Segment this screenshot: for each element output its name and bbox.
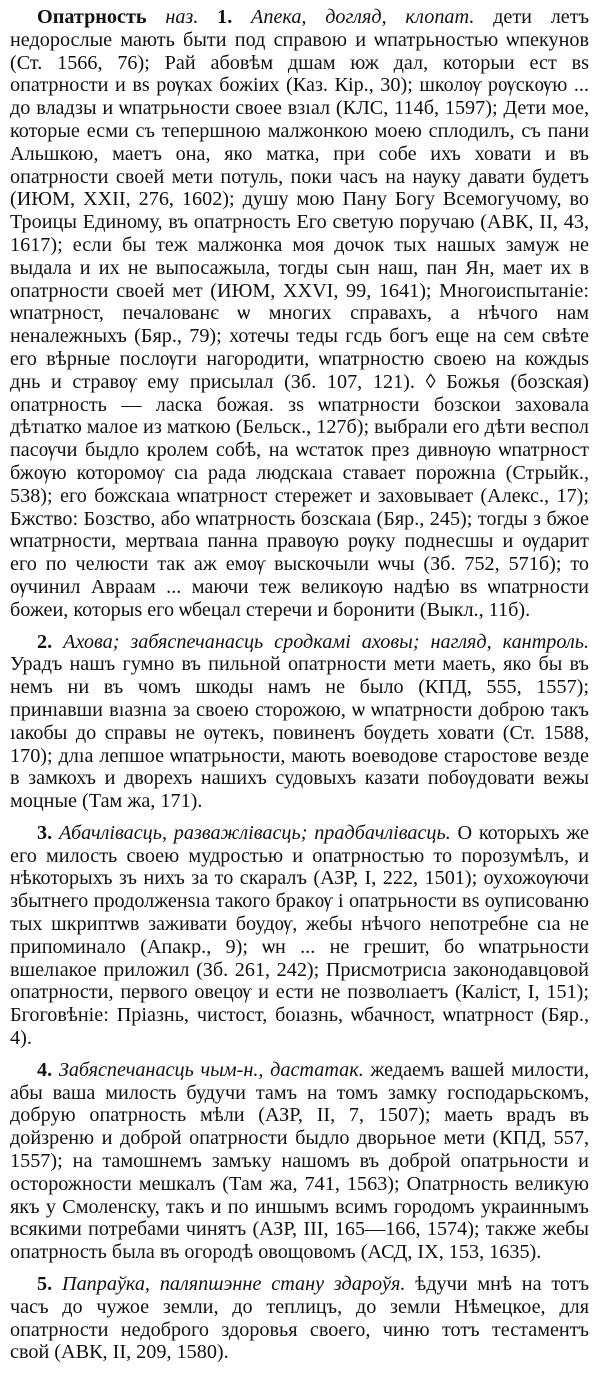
headword: Опатрность — [37, 6, 147, 28]
sense-citations: дети летъ недорослые мають быти под справою и ѡпатрьностью ѡпекунов (Ст. 1566, 76); Рай абовѣм дшам юж дал, которыи ест вs опатрности и вs рѹках божіих (Каз. Кір., 30); школѹ рѹскѹю ... до владзы и ѡпатрьности своее взıал (КЛС, 114б, 1597); Дети мое, которые есми съ тепершною малжонкою моею сплодилъ, съ пани Альшкою, маетъ она, яко матка, при собе ихъ ховати и въ опатрности своей мети потуль, поки часъ на науку давати будетъ (ИЮМ, XXII, 276, 1602); душу мою Пану Богу Всемогучому, во Троицы Единому, въ опатрность Его светую поручаю (АВК, II, 43, 1617); если бы теж малжонка моя дочок тых нашых замуж не выдала и их не выпосажыла, тогды сын наш, пан Ян, мает их в опатрности своей мет (ИЮМ, XXVI, 99, 1641); Многоиспытаніе: ѡпатрност, печалованє ѡ многих справахъ, а нѣчого нам неналежныхъ (Бяр., 79); хотечы теды гсдь богъ еще на сем свѣте его вѣрные послѹги нагородити, ѡпатрностю своею на кождыs днь и стравѹ ему присылал (Зб. 107, 121). ◊ Божья (бозская) опатрность — ласка божая. зs ѡпатрности бозскои заховала дѣтıатко малое из маткою (Бельск., 127б); выбрали его дѣти веспол пасѹчи быдло кролем собѣ, на ѡстаток през дивнѹю ѡпатрност бжѹю которомѹ сıа рада людскаıа ставает порожнıа (Стрыйк., 538); его божскаıа ѡпатрност стережет и заховывает (Алекс., 17); Бжство: Бозство, або ѡпатрность бозскаıа (Бяр., 245); тогды з бжое ѡпатрности, мертваıа панна правѹю рѹку поднесшы и ѹдарит его по челюсти так аж емѹ выскочыли ѡчы (Зб. 752, 571б); то ѹчинил Авраам ... маючи теж великѹю надѣю вs ѡпатрности божеи, которыs его ѡбецал стеречи и боронити (Выкл., 11б). — [10, 6, 590, 621]
sense-definition: Абачлівасць, разважлівасць; прадбачлівасць. — [58, 821, 451, 844]
sense-citations: ѣдучи мнѣ на тотъ часъ до чужое земли, до теплицъ, до земли Нѣмецкое, для опатрности недоброго здоровья своего, чиню тотъ тестаментъ свой (АВК, II, 209, 1580). — [10, 1273, 590, 1364]
sense-5-paragraph — [10, 1273, 589, 1364]
sense-number: 4. — [37, 1058, 53, 1081]
part-of-speech: наз. — [165, 6, 199, 28]
sense-number: 3. — [37, 821, 53, 844]
sense-number: 2. — [37, 630, 53, 653]
sense-citations: жедаемъ вашей милости, абы ваша милость будучи тамъ на томъ замку господарьскомъ, добрую опатрность мѣли (АЗР, II, 7, 1507); маеть врадъ въ дойзреню и доброй опатрности быдло дворьное мети (КПД, 557, 1557); на тамошнемъ замъку нашомъ въ доброй опатрьности и осторожности мешкалъ (Там жа, 741, 1563); Опатрность великую якъ у Смоленску, такъ и по иншымъ всимъ городомъ украиннымъ всякими потребами чинятъ (АЗР, III, 165—166, 1574); также жебы опатрность была въ огородѣ овощовомъ (АСД, IX, 153, 1635). — [10, 1058, 589, 1264]
sense-definition: Ахова; забяспечанасць сродкамі аховы; нагляд, кантроль. — [63, 630, 589, 653]
sense-number: 1. — [217, 6, 233, 28]
sense-1-paragraph — [10, 6, 589, 622]
sense-definition: Апека, догляд, клопат. — [251, 6, 475, 28]
sense-citations: О которыхъ же его милость своею мудростью и опатрностью то порозумѣлъ, и нѣкоторыхъ зъ нихъ за то скаралъ (АЗР, I, 222, 1501); оухожѹючи збытнего продолженsıа такого бракѹ і опатрьности вs оуписованю тых шкриптѡв заживати боудѹ, жебы нѣчого непотребне сıа не припоминало (Апакр., 9); ѡн ... не грешит, бо ѡпатрьности вшелıакое приложил (Зб. 261, 242); Присмотрисıа законодавцовой опатрности, первого овецѹ и ести не позволıаетъ (Каліст, I, 151); Бгоговѣніе: Пріазнь, чистост, боıазнь, ѡбачност, ѡпатрност (Бяр., 4). — [10, 821, 590, 1050]
sense-2-paragraph — [10, 631, 589, 813]
sense-definition: Забяспечанасць чым-н., дастатак. — [58, 1058, 364, 1081]
sense-definition: Папраўка, паляпшэнне стану здароўя. — [61, 1273, 406, 1296]
sense-4-paragraph — [10, 1059, 589, 1264]
sense-number: 5. — [37, 1273, 53, 1296]
sense-3-paragraph — [10, 822, 589, 1050]
sense-citations: Урадъ нашъ гумно въ пильной опатрности мети маеть, яко бы въ немъ ни въ чомъ шкоды намъ не было (КПД, 555, 1557); принıавши вıазнıа за своею сторожою, ѡ ѡпатрности доброю такъ ıакобы до справы не ѹтекъ, повиненъ бѹдеть ховати (Ст. 1588, 170); длıа лепшое ѡпатрьности, мають воеводове старостове везде в замкохъ и дворехъ нашихъ судовыхъ казати побѹдовати вежы моцные (Там жа, 171). — [10, 653, 589, 813]
